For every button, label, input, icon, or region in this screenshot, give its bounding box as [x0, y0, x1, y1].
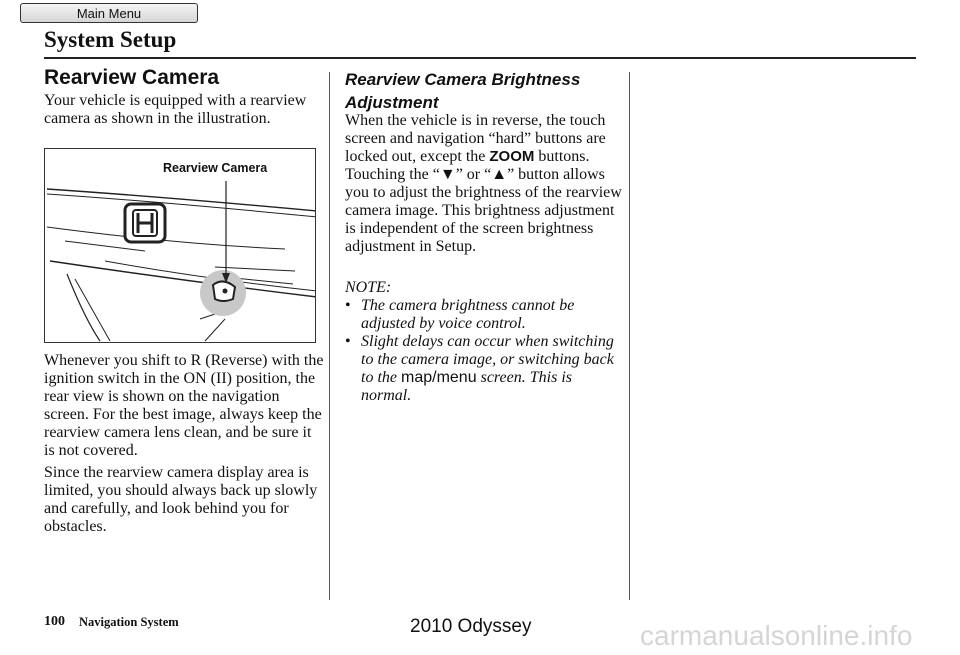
brightness-heading: Rearview Camera Brightness Adjustment: [345, 70, 581, 112]
brightness-paragraph: [345, 112, 625, 256]
text-segment: ” button allows you to adjust the brightness of the rearview camera image. This brightness adjustment is independent of the screen brightness adjustment in Setup.: [345, 166, 622, 255]
text-segment: ” or “: [455, 166, 492, 183]
intro-paragraph: Your vehicle is equipped with a rearview camera as shown in the illustration.: [44, 92, 307, 127]
page-number: 100: [44, 614, 65, 629]
bullet-icon: •: [345, 297, 351, 314]
watermark: carmanualsonline.info: [640, 620, 913, 651]
tailgate-drawing: [45, 149, 316, 343]
list-item: [345, 333, 620, 405]
up-arrow-icon: ▲: [491, 166, 508, 183]
safety-paragraph: Since the rearview camera display area is limited, you should always back up slowly and carefully, and look behind you for obstacles.: [44, 464, 318, 535]
figure-label: Rearview Camera: [163, 161, 268, 175]
rearview-camera-heading: Rearview Camera: [44, 66, 220, 89]
zoom-button-label: ZOOM: [489, 148, 535, 165]
text-segment: buttons. Touching the “: [345, 148, 590, 183]
note-text: The camera brightness cannot be adjusted by voice control.: [361, 297, 575, 332]
text-segment: When the vehicle is in reverse, the touch screen and navigation “hard” buttons are locked out, except the: [345, 112, 606, 165]
bullet-icon: •: [345, 333, 351, 350]
rearview-camera-illustration: [44, 148, 316, 343]
note-text: screen. This is normal.: [361, 369, 572, 404]
note-list: [345, 297, 620, 405]
header-rule: [44, 57, 916, 59]
column-divider: [329, 72, 330, 600]
reverse-paragraph: Whenever you shift to R (Reverse) with the ignition switch in the ON (II) position, the rear view is shown on the navigation screen. For the best image, always keep the rearview camera lens clean, and be sure it is not covered.: [44, 352, 324, 459]
note-text: Slight delays can occur when switching to the camera image, or switching back to the: [361, 333, 614, 386]
down-arrow-icon: ▼: [439, 166, 456, 183]
list-item: [345, 297, 620, 333]
vehicle-model: 2010 Odyssey: [410, 616, 532, 637]
column-divider: [629, 72, 630, 600]
page-title: System Setup: [44, 27, 177, 52]
note-label: NOTE:: [345, 279, 392, 296]
map-menu-label: map/menu: [401, 369, 477, 386]
main-menu-button[interactable]: Main Menu: [20, 3, 198, 23]
footer-label: Navigation System: [79, 615, 179, 629]
